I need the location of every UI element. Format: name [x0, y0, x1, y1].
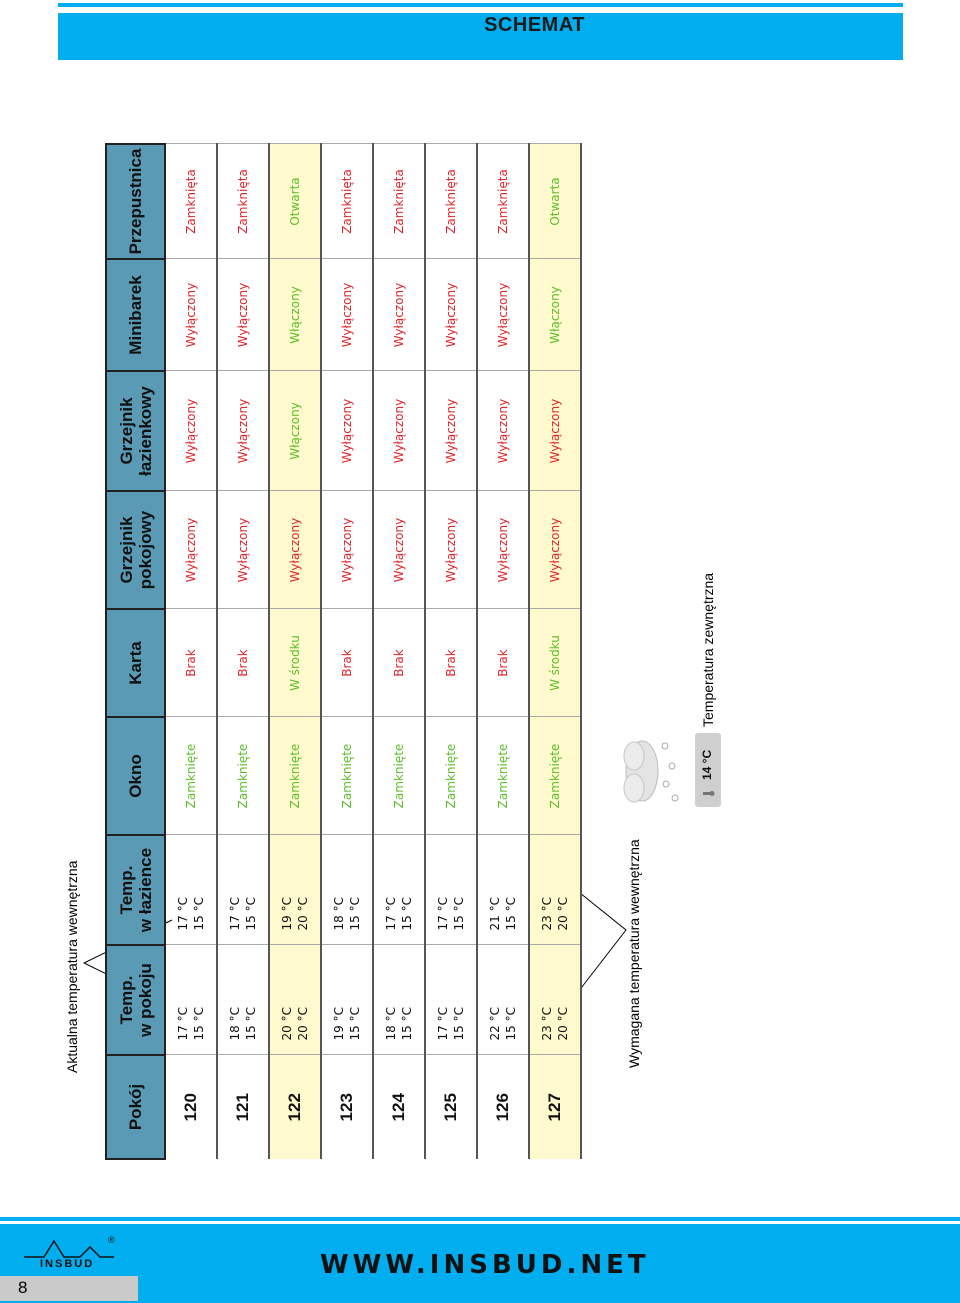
window-status: Zamknięte: [496, 743, 510, 809]
cell-damper: [165, 144, 217, 259]
cell-room: [165, 1055, 217, 1159]
header-temp-bath: Temp. w łazience: [106, 835, 165, 945]
minibar-status: Wyłączony: [392, 282, 406, 348]
bath-actual-temp: 17 °C: [228, 897, 242, 931]
cell-temp-room: [477, 945, 529, 1055]
cell-minibar: [165, 259, 217, 371]
cell-heater-room: [425, 491, 477, 609]
cell-room: [425, 1055, 477, 1159]
cell-heater-bath: [321, 371, 373, 491]
cell-minibar: [477, 259, 529, 371]
bath-required-temp: 15 °C: [452, 897, 466, 931]
cell-window: [269, 717, 321, 835]
table-row: [217, 144, 269, 1159]
bath-actual-temp: 17 °C: [176, 897, 190, 931]
table-row: [269, 144, 321, 1159]
minibar-status: Włączony: [548, 286, 562, 344]
bath-heater-status: Wyłączony: [392, 398, 406, 464]
room-number: 125: [441, 1093, 460, 1122]
cell-minibar: [425, 259, 477, 371]
room-required-temp: 20 °C: [296, 1007, 310, 1041]
card-status: W środku: [288, 635, 302, 691]
room-actual-temp: 18 °C: [384, 1007, 398, 1041]
bath-required-temp: 20 °C: [556, 897, 570, 931]
cell-heater-bath: [165, 371, 217, 491]
cell-card: [217, 609, 269, 717]
cell-temp-bath: [165, 835, 217, 945]
card-status: Brak: [496, 649, 510, 677]
room-actual-temp: 17 °C: [436, 1007, 450, 1041]
cell-temp-bath: [529, 835, 581, 945]
room-heater-status: Wyłączony: [340, 517, 354, 583]
cell-damper: [373, 144, 425, 259]
room-heater-status: Wyłączony: [444, 517, 458, 583]
cell-damper: [529, 144, 581, 259]
room-required-temp: 15 °C: [400, 1007, 414, 1041]
cell-heater-bath: [217, 371, 269, 491]
annotation-actual-temp: Aktualna temperatura wewnętrzna: [64, 860, 80, 1073]
cell-temp-bath: [269, 835, 321, 945]
room-number: 122: [285, 1093, 304, 1122]
card-status: Brak: [444, 649, 458, 677]
cell-room: [269, 1055, 321, 1159]
card-status: Brak: [340, 649, 354, 677]
cell-minibar: [269, 259, 321, 371]
page-number-box: [0, 1276, 138, 1301]
cell-damper: [477, 144, 529, 259]
cell-heater-room: [373, 491, 425, 609]
cell-room: [321, 1055, 373, 1159]
damper-status: Zamknięta: [496, 169, 510, 234]
insbud-logo: [22, 1233, 122, 1273]
card-status: W środku: [548, 635, 562, 691]
cell-temp-room: [321, 945, 373, 1055]
cell-window: [217, 717, 269, 835]
annotation-required-temp: Wymagana temperatura wewnętrzna: [626, 839, 642, 1068]
window-status: Zamknięte: [184, 743, 198, 809]
room-actual-temp: 22 °C: [488, 1007, 502, 1041]
cell-room: [529, 1055, 581, 1159]
cell-card: [477, 609, 529, 717]
footer-url[interactable]: WWW.INSBUD.NET: [320, 1250, 650, 1280]
cell-minibar: [321, 259, 373, 371]
snow-cloud-icon: [620, 726, 680, 816]
logo-registered-mark: ®: [108, 1235, 115, 1245]
cell-minibar: [217, 259, 269, 371]
cell-temp-room: [165, 945, 217, 1055]
cell-heater-room: [529, 491, 581, 609]
room-required-temp: 15 °C: [192, 1007, 206, 1041]
cell-temp-bath: [373, 835, 425, 945]
cell-heater-room: [321, 491, 373, 609]
cell-temp-room: [425, 945, 477, 1055]
room-number: 120: [181, 1093, 200, 1122]
room-actual-temp: 23 °C: [540, 1007, 554, 1041]
cell-window: [529, 717, 581, 835]
room-number: 127: [545, 1093, 564, 1122]
cell-damper: [217, 144, 269, 259]
room-actual-temp: 20 °C: [280, 1007, 294, 1041]
damper-status: Otwarta: [548, 177, 562, 226]
bath-required-temp: 15 °C: [400, 897, 414, 931]
damper-status: Zamknięta: [184, 169, 198, 234]
header-minibar: Minibarek: [106, 259, 165, 371]
header-card: Karta: [106, 609, 165, 717]
window-status: Zamknięte: [288, 743, 302, 809]
damper-status: Otwarta: [288, 177, 302, 226]
header-damper: Przepustnica: [106, 144, 165, 259]
damper-status: Zamknięta: [392, 169, 406, 234]
cell-heater-bath: [425, 371, 477, 491]
bath-actual-temp: 17 °C: [384, 897, 398, 931]
bath-actual-temp: 18 °C: [332, 897, 346, 931]
bath-heater-status: Wyłączony: [444, 398, 458, 464]
damper-status: Zamknięta: [444, 169, 458, 234]
card-status: Brak: [184, 649, 198, 677]
annotation-outside-temp: Temperatura zewnętrzna: [700, 572, 716, 727]
cell-window: [321, 717, 373, 835]
bath-heater-status: Wyłączony: [548, 398, 562, 464]
room-heater-status: Wyłączony: [236, 517, 250, 583]
damper-status: Zamknięta: [236, 169, 250, 234]
footer-top-line: [0, 1217, 960, 1221]
header-window: Okno: [106, 717, 165, 835]
cell-damper: [425, 144, 477, 259]
window-status: Zamknięte: [340, 743, 354, 809]
logo-text: INSBUD: [40, 1258, 95, 1270]
header-heater-room: Grzejnik pokojowy: [106, 491, 165, 609]
cell-card: [269, 609, 321, 717]
window-status: Zamknięte: [444, 743, 458, 809]
room-required-temp: 15 °C: [504, 1007, 518, 1041]
table-row: [165, 144, 217, 1159]
bath-required-temp: 15 °C: [348, 897, 362, 931]
cell-window: [477, 717, 529, 835]
room-actual-temp: 19 °C: [332, 1007, 346, 1041]
outside-temp-value: 14 °C: [700, 749, 714, 780]
minibar-status: Wyłączony: [236, 282, 250, 348]
cell-card: [165, 609, 217, 717]
room-actual-temp: 18 °C: [228, 1007, 242, 1041]
cell-temp-room: [529, 945, 581, 1055]
cell-room: [373, 1055, 425, 1159]
room-heater-status: Wyłączony: [184, 517, 198, 583]
cell-heater-bath: [269, 371, 321, 491]
window-status: Zamknięte: [548, 743, 562, 809]
page-title: SCHEMAT: [484, 14, 585, 36]
card-status: Brak: [392, 649, 406, 677]
bath-actual-temp: 21 °C: [488, 897, 502, 931]
cell-card: [373, 609, 425, 717]
cell-temp-bath: [477, 835, 529, 945]
cell-temp-bath: [217, 835, 269, 945]
bath-required-temp: 15 °C: [244, 897, 258, 931]
table-row: [477, 144, 529, 1159]
cell-window: [165, 717, 217, 835]
header-room: Pokój: [106, 1055, 165, 1159]
minibar-status: Wyłączony: [444, 282, 458, 348]
minibar-status: Włączony: [288, 286, 302, 344]
header-temp-room: Temp. w pokoju: [106, 945, 165, 1055]
table-row: [373, 144, 425, 1159]
cell-heater-room: [269, 491, 321, 609]
cell-temp-room: [269, 945, 321, 1055]
cell-heater-bath: [373, 371, 425, 491]
bath-required-temp: 15 °C: [192, 897, 206, 931]
cell-room: [477, 1055, 529, 1159]
cell-window: [373, 717, 425, 835]
cell-minibar: [529, 259, 581, 371]
bath-heater-status: Wyłączony: [184, 398, 198, 464]
room-required-temp: 20 °C: [556, 1007, 570, 1041]
room-required-temp: 15 °C: [244, 1007, 258, 1041]
bath-heater-status: Wyłączony: [496, 398, 510, 464]
table-row: [425, 144, 477, 1159]
cell-temp-bath: [321, 835, 373, 945]
room-status-table-wrapper: [105, 145, 592, 1160]
table-body: [165, 144, 581, 1159]
room-actual-temp: 17 °C: [176, 1007, 190, 1041]
room-status-table: [105, 143, 582, 1160]
room-heater-status: Wyłączony: [288, 517, 302, 583]
bath-heater-status: Wyłączony: [340, 398, 354, 464]
minibar-status: Wyłączony: [496, 282, 510, 348]
cell-temp-bath: [425, 835, 477, 945]
cell-temp-room: [217, 945, 269, 1055]
table-row: [321, 144, 373, 1159]
damper-status: Zamknięta: [340, 169, 354, 234]
room-heater-status: Wyłączony: [548, 517, 562, 583]
bath-heater-status: Włączony: [288, 402, 302, 460]
bath-actual-temp: 19 °C: [280, 897, 294, 931]
cell-heater-bath: [529, 371, 581, 491]
room-number: 126: [493, 1093, 512, 1122]
window-status: Zamknięte: [236, 743, 250, 809]
bath-required-temp: 20 °C: [296, 897, 310, 931]
room-number: 123: [337, 1093, 356, 1122]
table-header-row: [106, 144, 165, 1159]
header-heater-bath: Grzejnik łazienkowy: [106, 371, 165, 491]
cell-card: [529, 609, 581, 717]
room-number: 121: [233, 1093, 252, 1122]
room-number: 124: [389, 1093, 408, 1122]
cell-damper: [321, 144, 373, 259]
cell-window: [425, 717, 477, 835]
cell-heater-room: [165, 491, 217, 609]
room-required-temp: 15 °C: [452, 1007, 466, 1041]
cell-heater-room: [217, 491, 269, 609]
cell-heater-room: [477, 491, 529, 609]
room-required-temp: 15 °C: [348, 1007, 362, 1041]
cell-temp-room: [373, 945, 425, 1055]
page-number: 8: [18, 1278, 28, 1297]
cell-room: [217, 1055, 269, 1159]
bath-actual-temp: 23 °C: [540, 897, 554, 931]
cell-card: [425, 609, 477, 717]
cell-minibar: [373, 259, 425, 371]
room-heater-status: Wyłączony: [496, 517, 510, 583]
window-status: Zamknięte: [392, 743, 406, 809]
minibar-status: Wyłączony: [184, 282, 198, 348]
cell-damper: [269, 144, 321, 259]
room-heater-status: Wyłączony: [392, 517, 406, 583]
bath-required-temp: 15 °C: [504, 897, 518, 931]
table-row: [529, 144, 581, 1159]
card-status: Brak: [236, 649, 250, 677]
cell-card: [321, 609, 373, 717]
minibar-status: Wyłączony: [340, 282, 354, 348]
bath-heater-status: Wyłączony: [236, 398, 250, 464]
cell-heater-bath: [477, 371, 529, 491]
bath-actual-temp: 17 °C: [436, 897, 450, 931]
thermometer-icon: [701, 787, 715, 801]
